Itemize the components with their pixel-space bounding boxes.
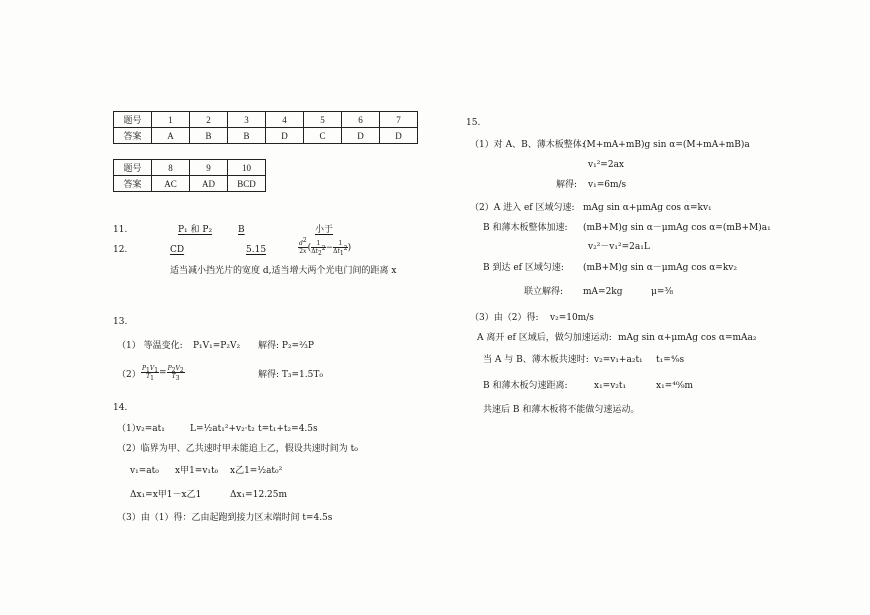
row-header: 答案 <box>114 128 152 144</box>
q14-part2-eq1: v₁=at₀ <box>130 466 159 476</box>
q14-part1-eq1: v₂=at₁ <box>136 424 165 434</box>
table-row-numbers <box>114 160 266 176</box>
q15-part3-b-solution: t₁=⁴⁄₉s <box>656 355 685 365</box>
q13-part1-equation: P₁V₁=P₂V₂ <box>193 341 241 351</box>
table-row-numbers <box>114 112 418 128</box>
table-cell: 10 <box>228 160 266 176</box>
table-cell: C <box>304 128 342 144</box>
q15-part2-b-equation: (mB+M)g sin α－μmAg cos α=(mB+M)a₁ <box>583 223 771 233</box>
q14-part1-eq2: L=½at₁²+v₂·t₂ <box>190 424 255 434</box>
table-cell: 8 <box>152 160 190 176</box>
q15-part2-solution-1: mA=2kg <box>583 287 623 297</box>
q13-part1-label: （1） 等温变化: <box>117 341 183 351</box>
table-cell: D <box>380 128 418 144</box>
table-cell: 1 <box>152 112 190 128</box>
q15-part2-equation: mAg sin α+μmAg cos α=kv₁ <box>583 203 712 213</box>
q11-number: 11. <box>113 225 128 235</box>
q15-part1-equation: (M+mA+mB)g sin α=(M+mA+mB)a <box>583 140 750 150</box>
table-cell: 4 <box>266 112 304 128</box>
q15-part2-label: （2）A 进入 ef 区域匀速: <box>470 203 575 213</box>
q15-part2-b-equation-2: v₂²－v₁²=2a₁L <box>588 242 650 252</box>
q15-part2-c-equation: (mB+M)g sin α－μmAg cos α=kv₂ <box>583 263 737 273</box>
table-cell: 6 <box>342 112 380 128</box>
q14-part2-eq5: Δx₁=12.25m <box>230 490 288 500</box>
q15-part1-solution: v₁=6m/s <box>588 180 627 190</box>
q15-part3-c-solution: x₁=⁴⁰⁄₉m <box>656 381 694 391</box>
q14-part3-text: （3）由（1）得：乙由起跑到接力区末端时间 t=4.5s <box>117 513 333 523</box>
q13-part1-solution: 解得: P₂=²⁄₃P <box>258 341 314 351</box>
q11-answer-3: 小于 <box>315 225 334 235</box>
table-cell: 9 <box>190 160 228 176</box>
q13-part2-equation: $\frac{P_1V_1}{T_1}$ = $\frac{P_2V_2}{T_3}$ <box>142 365 184 383</box>
row-header: 题号 <box>114 112 152 128</box>
q13-number: 13. <box>113 317 128 327</box>
table-cell: A <box>152 128 190 144</box>
q15-part3-c-label: B 和薄木板匀速距离: <box>483 381 568 391</box>
q15-part2-c-label: B 到达 ef 区域匀速: <box>483 263 564 273</box>
q12-answer-1: CD <box>170 245 185 255</box>
table-cell: 2 <box>190 112 228 128</box>
q12-formula: $\frac{d^2}{2x}$ ( $\frac{1}{\Delta t_2^2}$ − $\frac{1}{\Delta t_1^2}$ ) <box>299 237 352 258</box>
table-cell: D <box>342 128 380 144</box>
q15-part2-b-label: B 和薄木板整体加速: <box>483 223 568 233</box>
q12-note: 适当减小挡光片的宽度 d,适当增大两个光电门间的距离 x <box>170 266 397 276</box>
q14-number: 14. <box>113 403 128 413</box>
table-cell: AD <box>190 176 228 192</box>
table-cell: AC <box>152 176 190 192</box>
table-cell: D <box>266 128 304 144</box>
q14-part2-text: （2）临界为甲、乙共速时甲未能追上乙，假设共速时间为 t₀ <box>117 444 358 454</box>
q15-part2-solution-2: μ=⅜ <box>651 287 674 297</box>
q14-part1-label: （1） <box>117 424 141 434</box>
q12-number: 12. <box>113 245 128 255</box>
q15-part3-b-equation: v₂=v₁+a₂t₁ <box>594 355 643 365</box>
q14-part2-eq2: x甲1=v₁t₀ <box>175 466 219 476</box>
table-cell: 5 <box>304 112 342 128</box>
q13-part2-label: （2） <box>117 370 141 380</box>
q14-part2-eq3: x乙1=½at₀² <box>230 466 283 476</box>
answer-table-1 <box>113 111 418 144</box>
q15-part3-label: （3）由（2）得: <box>470 313 539 323</box>
q15-part3-c-equation: x₁=v₂t₁ <box>594 381 627 391</box>
table-row-answers <box>114 176 266 192</box>
q12-answer-2: 5.15 <box>246 245 267 255</box>
table-cell: 3 <box>228 112 266 128</box>
q15-part3-end: 共速后 B 和薄木板将不能做匀速运动。 <box>483 405 640 415</box>
q11-answer-2: B <box>238 225 245 235</box>
q15-part3-b-label: 当 A 与 B、薄木板共速时: <box>483 355 589 365</box>
table-cell: B <box>228 128 266 144</box>
q15-part1-solution-label: 解得: <box>556 180 578 190</box>
table-row-answers <box>114 128 418 144</box>
q15-part3-a-label: A 离开 ef 区域后，做匀加速运动: <box>477 333 612 343</box>
table-cell: BCD <box>228 176 266 192</box>
row-header: 答案 <box>114 176 152 192</box>
q15-part3-equation: v₂=10m/s <box>550 313 594 323</box>
q14-part1-eq3: t=t₁+t₂=4.5s <box>258 424 318 434</box>
q15-part2-solution-label: 联立解得: <box>524 287 564 297</box>
row-header: 题号 <box>114 160 152 176</box>
q15-part1-label: （1）对 A、B、薄木板整体: <box>470 140 585 150</box>
q15-number: 15. <box>466 118 481 128</box>
answer-table-2 <box>113 159 266 192</box>
q13-part2-solution: 解得: T₃=1.5T₀ <box>258 370 323 380</box>
q11-answer-1: P₁ 和 P₂ <box>178 225 213 235</box>
table-cell: 7 <box>380 112 418 128</box>
table-cell: B <box>190 128 228 144</box>
q15-part1-equation-2: v₁²=2ax <box>588 160 625 170</box>
q15-part3-a-equation: mAg sin α+μmAg cos α=mAa₂ <box>618 333 757 343</box>
q14-part2-eq4: Δx₁=x甲1－x乙1 <box>130 490 202 500</box>
